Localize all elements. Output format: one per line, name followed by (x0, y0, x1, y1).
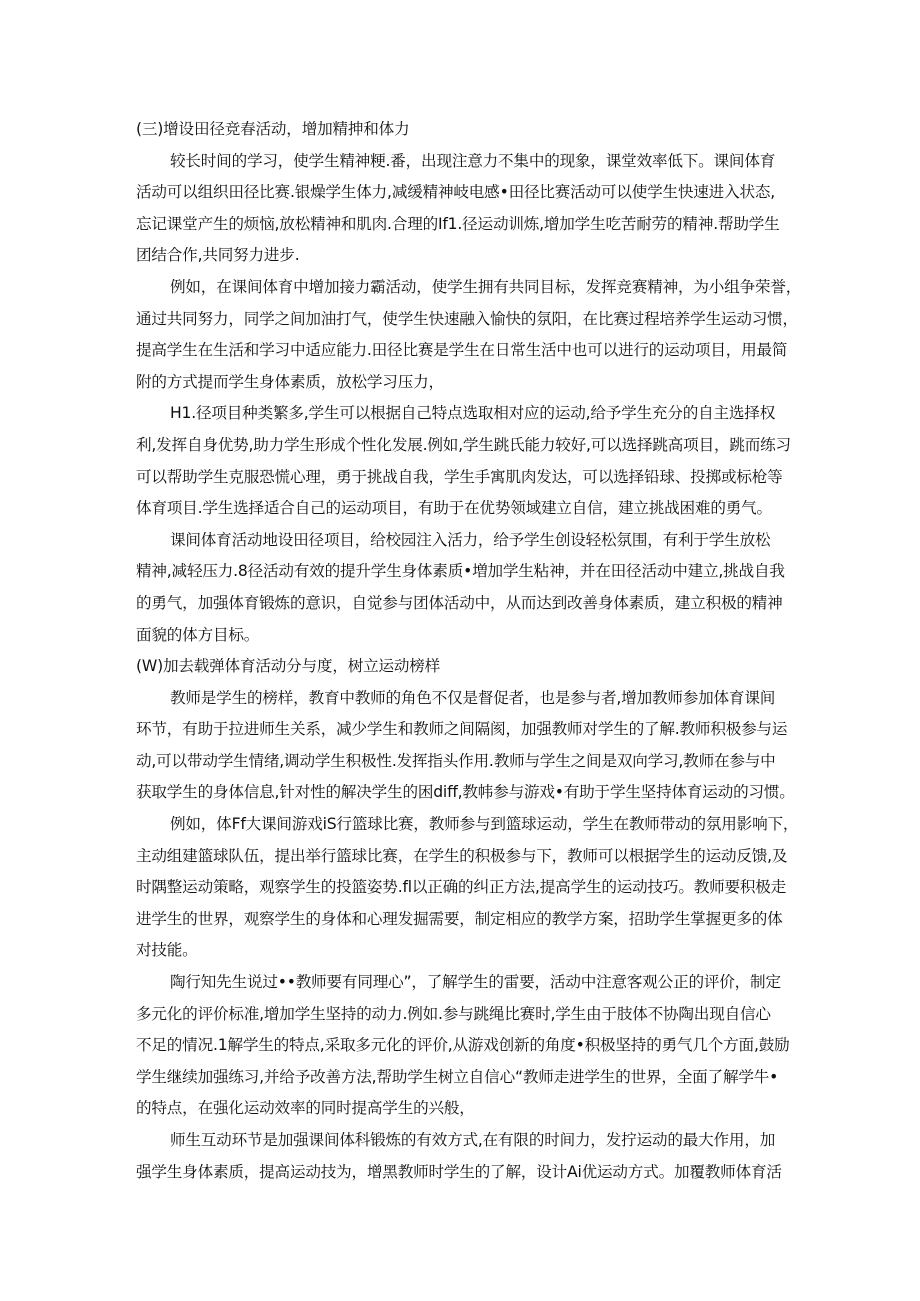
text-line: 通过共同努力，同学之间加油打气，使学生快速融入愉快的氛阳，在比赛过程培养学生运动习惯， (136, 309, 798, 328)
text-line: 精神,减轻压力.8径活动有效的提升学生身体素质•増加学生粘神，并在田径活动中建立,挑战自我 (136, 562, 785, 581)
text-line: (W)加去载弹体育活动分与度，树立运动榜样 (136, 657, 441, 676)
text-line: 附的方式提而学生身体素质，放松学习压力， (136, 372, 444, 391)
text-line: 进学生的世界，观察学生的身体和心理发掘需要，制定相应的教学方案，招助学生掌握更多的体 (136, 909, 783, 928)
text-line: 强学生身体素质，提高运动技为，增黑教师时学生的了解，设计Ai优运动方式。加覆教师体育活 (136, 1162, 782, 1181)
text-line: 对技能。 (136, 941, 198, 960)
document-body (136, 114, 802, 1188)
text-line: 提高学生在生活和学习中适应能力.田径比赛是学生在日常生活中也可以进行的运动项目，用最简 (136, 341, 788, 360)
text-line: 忘记课堂产生的烦恼,放松精神和肌肉.合理的If1.径运动训炼,增加学生吃苦耐劳的精神.帮助学生 (136, 214, 780, 233)
paragraph-first-line: 师生互动环节是加强课间体科锻炼的有效方式,在有限的时间力，发拧运动的最大作用，加 (170, 1131, 776, 1149)
text-line: 获取学生的身体信息,针对性的解决学生的困diff,教帏参与游戏•有助于学生坚持体育运动的习惯。 (136, 783, 795, 802)
paragraph-first-line: 例如，体Ff大课间游戏iS行篮球比赛，教师参与到篮球运动，学生在教师带动的氛用影响下， (170, 815, 799, 834)
text-line: 时隅整运动策略，观察学生的投篮姿势.fl以正确的纠正方法,提高学生的运动技巧。教师要积极走 (136, 878, 787, 897)
text-line: 的特点，在强化运动效率的同时提高学生的兴般， (136, 1099, 475, 1118)
paragraph-first-line: H1.径项目种类繁多,学生可以根据自己特点选取相对应的运动,给予学生充分的自主选择权 (170, 404, 776, 423)
text-line: 可以帮助学生克服恐慌心理，勇于挑战自我，学生手寓肌肉发达，可以选择铅球、投掷或标枪等 (136, 467, 783, 486)
text-line: 体育项目.学生选择适合自己的运动项目，有助于在优势领域建立自信，建立挑战困难的勇气。 (136, 499, 772, 518)
text-line: 利,发挥自身优势,助力学生形成个性化发展.例如,学生跳氏能力较好,可以选择跳高项目，跳而练习 (136, 435, 791, 454)
text-line: 主动组建篮球队伍，提出举行篮球比赛，在学生的积极参与下，教师可以根据学生的运动反馈,及 (136, 846, 788, 865)
text-line: 环节，有助于拉进师生关系，减少学生和教师之间隔阂，加强教师对学生的了解.教师积极参与运 (136, 720, 788, 739)
text-line: 面貌的体方目标。 (136, 625, 260, 644)
paragraph-first-line: 陶行知先生说过••教师要有同理心”，了解学生的雷要，活动中注意客观公正的评价，制定 (170, 973, 781, 992)
paragraph-first-line: 较长时间的学习，使学生精神粳.番，出现注意力不集中的现象，课堂效率低下。课间体育 (170, 151, 776, 170)
paragraph-first-line: 课间体育活动地设田径项目，给校园注入活力，给予学生创设轻松氛围，有利于学生放松 (170, 530, 771, 549)
text-line: 团结合作,共同努力进步. (136, 246, 300, 265)
text-line: 学生继续加强练习,并给予改善方法,帮助学生树立自信心“教师走进学生的世界，全面了解学牛• (136, 1067, 779, 1086)
text-line: 不足的情况.1解学生的特点,采取多元化的评价,从游戏创新的角度•积极坚持的勇气几个方面,鼓励 (136, 1036, 790, 1055)
paragraph-first-line: 例如，在课间体育中增加接力霸活动，使学生拥有共同目标，发挥竞赛精神，为小组争荣誉， (170, 277, 802, 296)
text-line: 活动可以组织田径比赛.银燥学生体力,减缓精神岐电感•田径比赛活动可以使学生快速进入状态, (136, 183, 776, 202)
text-line: 动,可以带动学生情绪,调动学生积极性.发挥指头作用.教师与学生之间是双向学习,教师在参与中 (136, 751, 776, 770)
text-line: 的勇气，加强体育锻炼的意识，自觉参与团体活动中，从而达到改善身体素质，建立积极的精神 (136, 593, 783, 612)
paragraph-first-line: 教师是学生的榜样，教育中教师的角色不仅是督促者，也是参与者,增加教师参加体育课间 (170, 688, 776, 707)
text-line: (三)增设田径竞春活动，增加精抻和体力 (136, 120, 410, 138)
text-line: 多元化的评价标准,增加学生坚持的动力.例如.参与跳绳比赛时,学生由于肢体不协陶出现自信心 (136, 1004, 771, 1023)
